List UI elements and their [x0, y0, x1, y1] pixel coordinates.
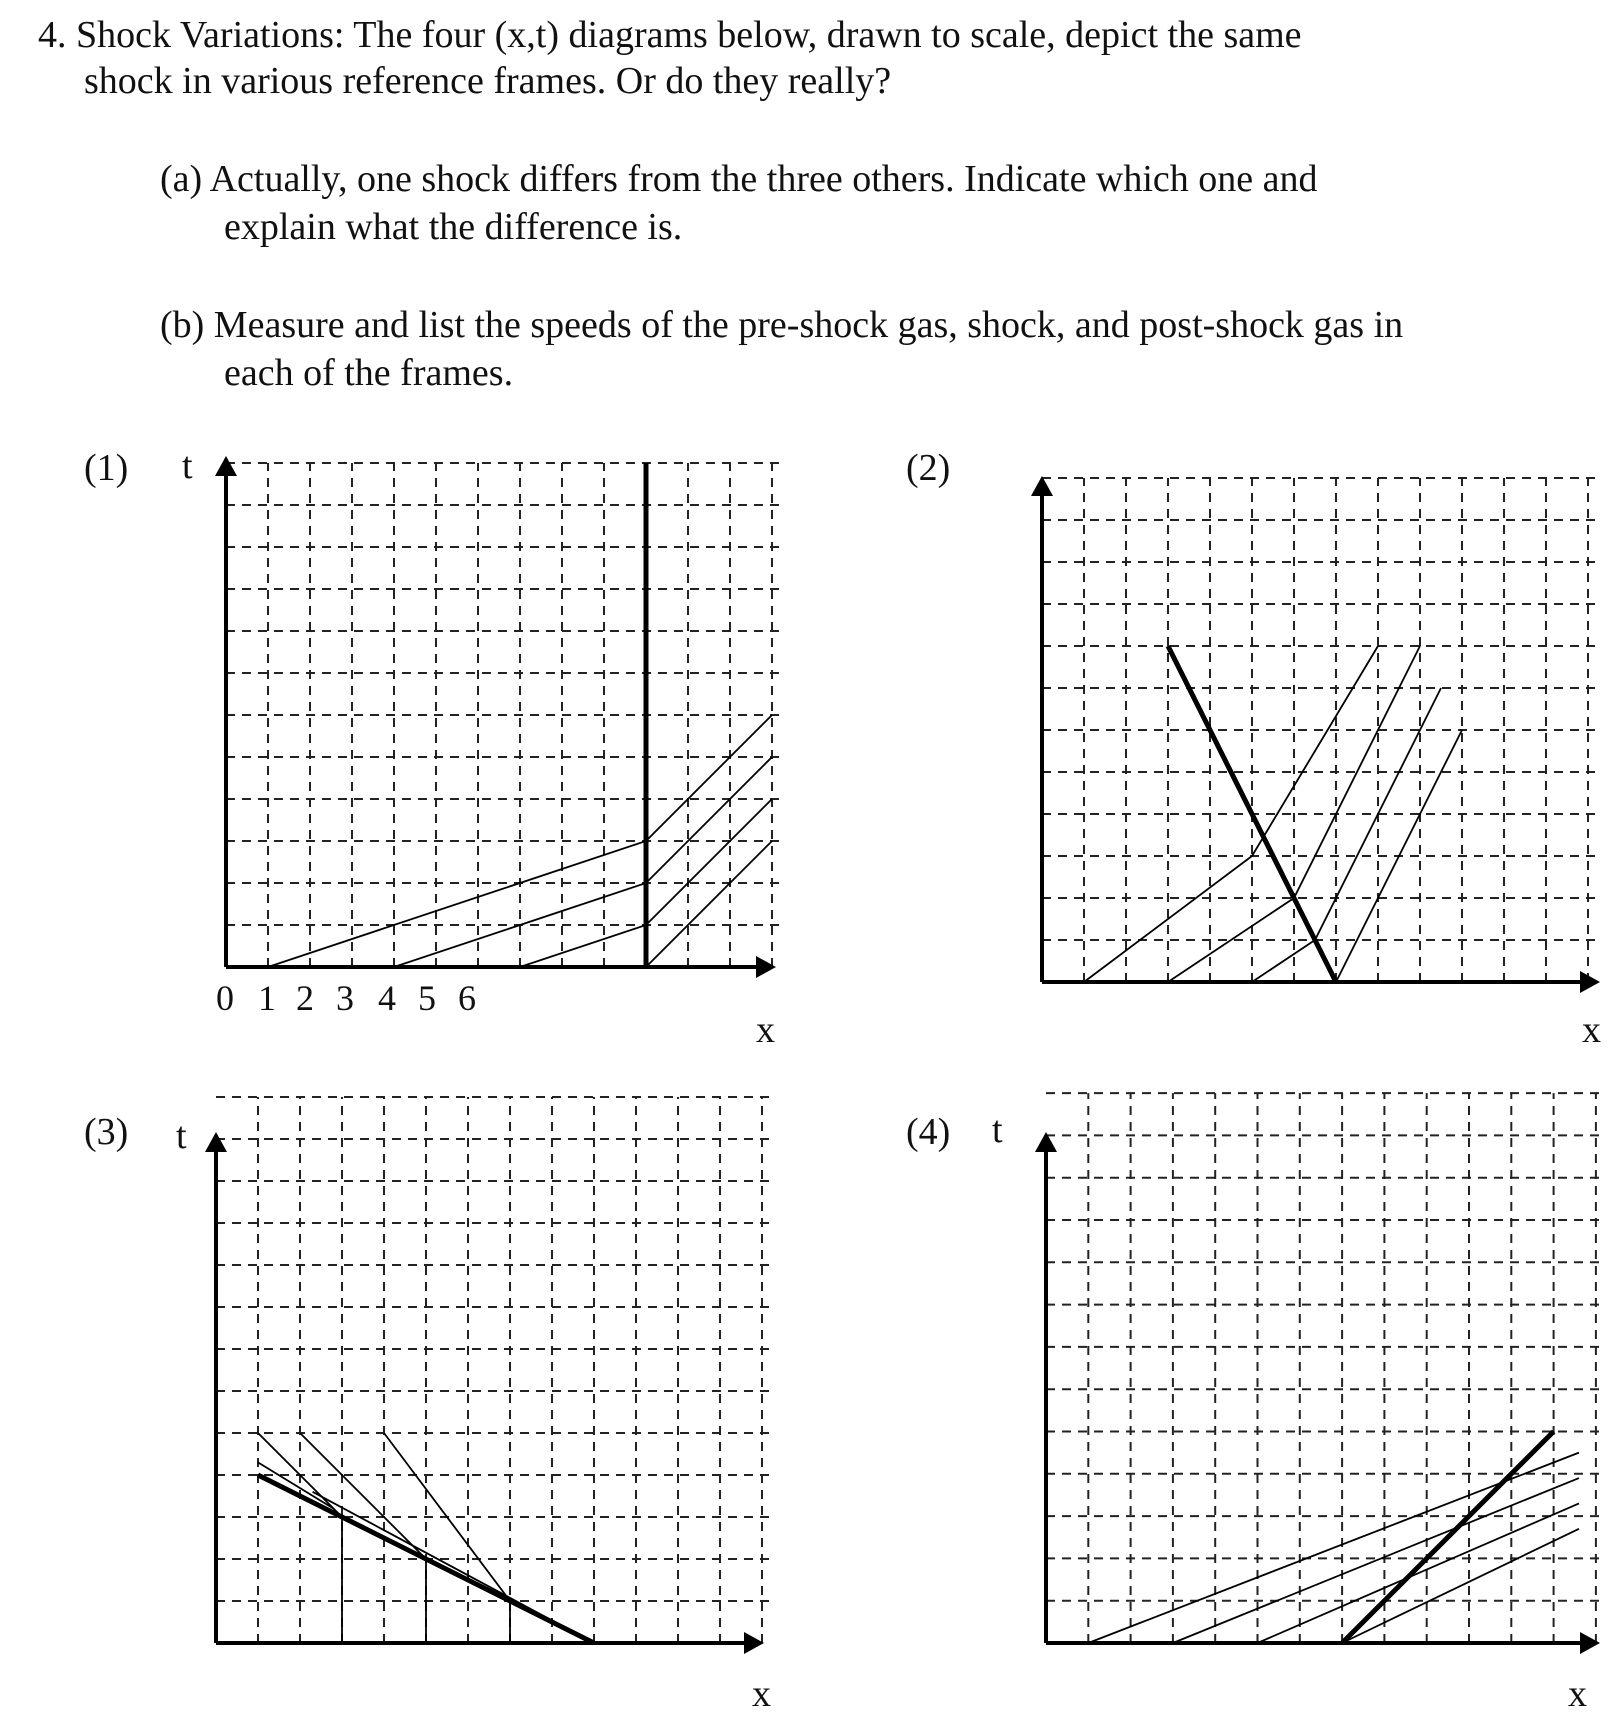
panel-2-label: (2)	[906, 447, 951, 489]
panel-4-gas-worldline	[1342, 1529, 1579, 1643]
panel-4-gas-worldline	[1173, 1478, 1579, 1643]
part-a-line-2: explain what the difference is.	[224, 206, 683, 248]
panel-4-shock-worldline	[1342, 1432, 1554, 1644]
problem-heading-line-1: 4. Shock Variations: The four (x,t) diagrams below, drawn to scale, depict the same	[38, 14, 1302, 56]
panel-1-gas-worldline	[646, 841, 772, 967]
part-b-line-1: (b) Measure and list the speeds of the pre-shock gas, shock, and post-shock gas in	[160, 304, 1404, 346]
problem-heading-line-2: shock in various reference frames. Or do they really?	[84, 60, 892, 102]
panel-2-x-axis-arrowhead	[1580, 971, 1600, 993]
panel-4-x-axis-label: x	[1568, 1673, 1587, 1715]
panel-1-tick-label-6: 6	[458, 978, 476, 1018]
panel-2-gas-worldline	[1252, 688, 1441, 982]
panel-1-tick-label-0: 0	[216, 978, 234, 1018]
panel-3-gas-worldline	[384, 1433, 510, 1643]
panel-1-x-axis-label: x	[756, 1009, 775, 1051]
panel-1-tick-label-4: 4	[378, 978, 396, 1018]
panel-3-t-axis-arrowhead	[205, 1132, 227, 1152]
panel-2-diagram	[1031, 476, 1600, 993]
panel-3-gas-worldline	[258, 1462, 334, 1508]
panel-1-label: (1)	[84, 447, 129, 489]
panel-4-x-axis-arrowhead	[1580, 1632, 1600, 1654]
panel-1-diagram	[215, 456, 780, 978]
panel-1-t-axis-arrowhead	[215, 456, 237, 476]
panel-2-x-axis-label: x	[1582, 1009, 1601, 1051]
panel-4-gas-worldline	[1258, 1503, 1579, 1643]
panel-3-x-axis-label: x	[752, 1673, 771, 1715]
part-b-line-2: each of the frames.	[224, 352, 514, 394]
panel-4-t-axis-label: t	[992, 1109, 1003, 1151]
panel-1-tick-label-2: 2	[296, 978, 314, 1018]
panel-1-tick-label-3: 3	[336, 978, 354, 1018]
panel-3-t-axis-label: t	[176, 1115, 187, 1157]
panel-3-label: (3)	[84, 1111, 129, 1153]
panel-1-tick-label-1: 1	[258, 978, 276, 1018]
panel-1-t-axis-label: t	[182, 445, 193, 487]
panel-1-tick-label-5: 5	[418, 978, 436, 1018]
panel-4-diagram	[1035, 1093, 1604, 1654]
panel-4-label: (4)	[906, 1111, 951, 1153]
panel-3-diagram	[205, 1097, 770, 1654]
part-a-line-1: (a) Actually, one shock differs from the three others. Indicate which one and	[160, 158, 1318, 200]
